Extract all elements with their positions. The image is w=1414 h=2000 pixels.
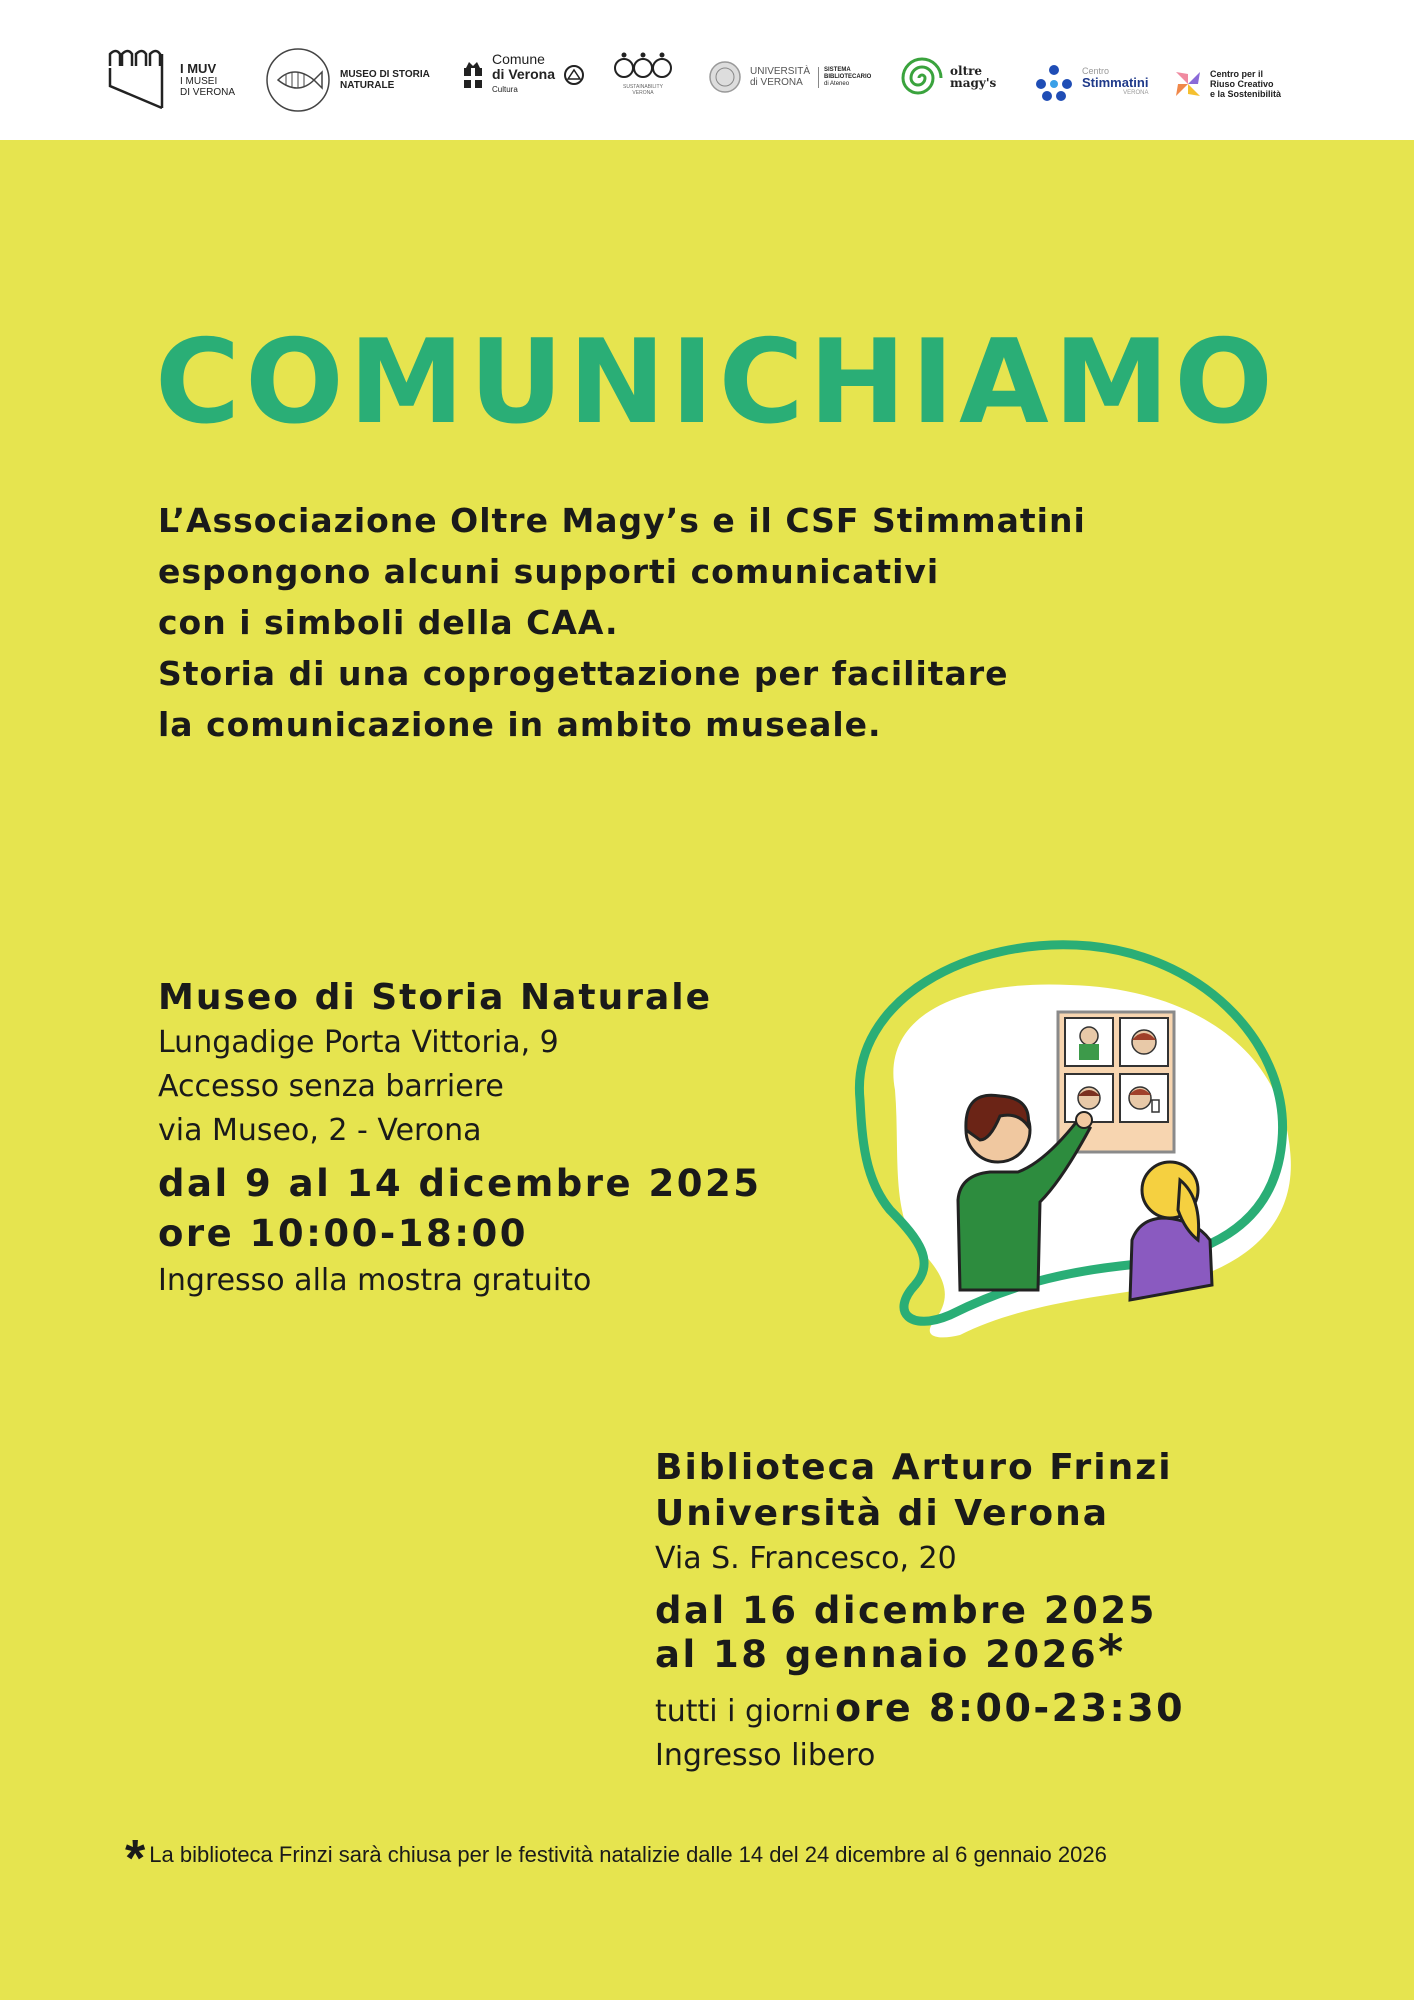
- venue-museo: [158, 975, 761, 1303]
- oltre-magys-logo: [898, 54, 996, 100]
- logo-text: SUSTAINABILITY: [623, 84, 663, 90]
- footnote-asterisk: *: [125, 1830, 146, 1888]
- centro-riuso-logo: [1172, 68, 1281, 100]
- logo-text: Comune: [492, 51, 545, 67]
- venue-access: Accesso senza barriere: [158, 1069, 504, 1104]
- venue-entry: Ingresso libero: [655, 1738, 876, 1773]
- spiral-icon: [898, 54, 946, 100]
- venue-name: Museo di Storia Naturale: [158, 977, 713, 1018]
- page-title: COMUNICHIAMO: [155, 315, 1278, 450]
- centro-stimmatini-logo: [1032, 62, 1148, 102]
- people-circle-icon: [1032, 62, 1076, 102]
- logo-text: Riuso Creativo: [1210, 79, 1274, 89]
- asterisk-mark: *: [1098, 1625, 1126, 1681]
- venue-hours: ore 10:00-18:00: [158, 1212, 529, 1255]
- circles-icon: [612, 50, 674, 82]
- ovalone-logo: [612, 50, 674, 96]
- logo-text: Centro per il: [1210, 69, 1264, 79]
- venue-hours-line: [655, 1683, 1185, 1734]
- footnote-text: La biblioteca Frinzi sarà chiusa per le festività natalizie dalle 14 del 24 dicembre al 6 gennaio 2026: [149, 1842, 1107, 1867]
- fish-fossil-icon: [264, 46, 332, 114]
- footnote: [125, 1815, 1107, 1888]
- logo-text: magy's: [950, 76, 997, 90]
- comune-verona-logo: [462, 52, 585, 97]
- venue-hours: ore 8:00-23:30: [835, 1686, 1186, 1730]
- venue-biblioteca: [655, 1445, 1185, 1778]
- venue-entry: Ingresso alla mostra gratuito: [158, 1263, 592, 1298]
- crest-icon: [462, 60, 484, 90]
- venue-name: Università di Verona: [655, 1493, 1109, 1534]
- venue-name: Biblioteca Arturo Frinzi: [655, 1447, 1173, 1488]
- venue-access-address: via Museo, 2 - Verona: [158, 1113, 482, 1148]
- dates-text: al 18 gennaio 2026: [655, 1633, 1099, 1676]
- venue-dates: dal 9 al 14 dicembre 2025: [158, 1162, 762, 1205]
- logo-text: NATURALE: [340, 80, 395, 91]
- intro-line: L’Associazione Oltre Magy’s e il CSF Stimmatini: [158, 501, 1086, 540]
- venue-address: Lungadige Porta Vittoria, 9: [158, 1025, 559, 1060]
- logo-text: Stimmatini: [1082, 74, 1149, 90]
- logo-text: VERONA: [1123, 89, 1149, 96]
- venue-days: tutti i giorni: [655, 1694, 830, 1729]
- speech-bubble-illustration: [840, 940, 1300, 1350]
- venue-dates: dal 16 dicembre 2025: [655, 1589, 1157, 1632]
- venue-address: Via S. Francesco, 20: [655, 1541, 957, 1576]
- logo-text: I MUV: [180, 60, 217, 76]
- intro-line: espongono alcuni supporti comunicativi: [158, 552, 940, 591]
- intro-text: [158, 495, 1158, 750]
- logo-text: oltre: [950, 64, 983, 78]
- logo-text: UNIVERSITÀ: [750, 66, 811, 77]
- university-seal-icon: [708, 60, 742, 94]
- logo-text: Centro: [1082, 65, 1110, 76]
- imuv-icon: [106, 46, 172, 112]
- intro-line: con i simboli della CAA.: [158, 603, 619, 642]
- logo-text: e la Sostenibilità: [1210, 89, 1282, 99]
- intro-line: la comunicazione in ambito museale.: [158, 705, 882, 744]
- intro-line: Storia di una coprogettazione per facilitare: [158, 654, 1009, 693]
- logo-text: MUSEO DI STORIA: [340, 69, 430, 80]
- unesco-icon: [563, 64, 585, 86]
- pinwheel-icon: [1172, 68, 1204, 100]
- logo-text: I MUSEI: [180, 75, 218, 87]
- logo-text: VERONA: [632, 90, 654, 96]
- logo-text: di Verona: [492, 66, 556, 82]
- logo-text: DI VERONA: [180, 86, 236, 98]
- logo-text: SISTEMA: [824, 66, 851, 73]
- imuv-logo: [106, 46, 235, 112]
- logo-text: di VERONA: [750, 77, 803, 88]
- universita-verona-logo: [708, 60, 871, 94]
- logo-text: di Ateneo: [824, 80, 850, 87]
- venue-dates: [655, 1625, 1185, 1681]
- logo-text: Cultura: [492, 85, 518, 94]
- logo-bar: [0, 0, 1414, 140]
- museo-storia-naturale-logo: [264, 46, 430, 114]
- logo-text: BIBLIOTECARIO: [824, 73, 872, 80]
